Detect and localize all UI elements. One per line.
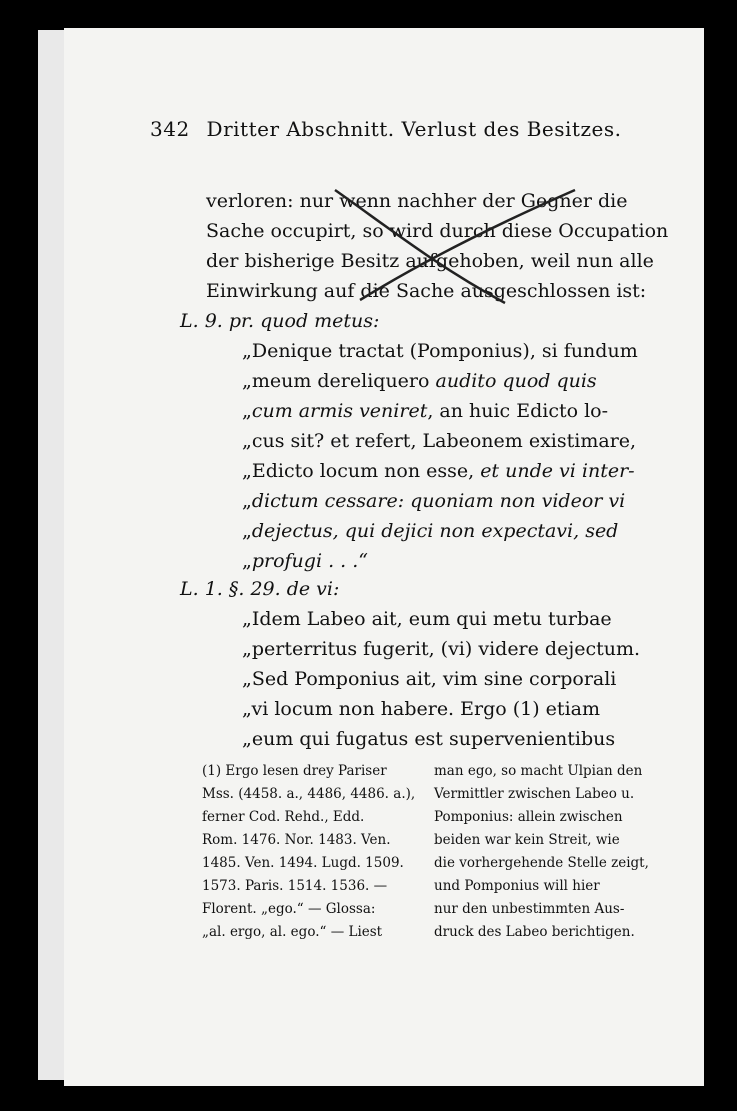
quote-line: „cus sit? et refert, Labeonem existimare,: [242, 430, 637, 452]
footnote-line: man ego, so macht Ulpian den: [434, 763, 643, 779]
footnote-line: die vorhergehende Stelle zeigt,: [434, 855, 649, 871]
body-line: Einwirkung auf die Sache ausgeschlossen ist:: [206, 280, 647, 302]
citation-ref: L. 1. §. 29. de vi:: [180, 578, 340, 600]
quote-line: „vi locum non habere. Ergo (1) etiam: [242, 698, 600, 720]
body-line: verloren: nur wenn nachher der Gegner die: [206, 190, 628, 212]
footnote-line: Mss. (4458. a., 4486, 4486. a.),: [202, 786, 416, 802]
quote-line: „Sed Pomponius ait, vim sine corporali: [242, 668, 617, 690]
quote-line: „meum dereliquero audito quod quis: [242, 370, 597, 392]
quote-line: „Idem Labeo ait, eum qui metu turbae: [242, 608, 612, 630]
quote-line: „profugi . . .“: [242, 550, 368, 572]
quote-line: „perterritus fugerit, (vi) videre dejectum.: [242, 638, 641, 660]
citation-ref: L. 9. pr. quod metus:: [180, 310, 380, 332]
footnote-line: Rom. 1476. Nor. 1483. Ven.: [202, 832, 391, 848]
footnote-line: beiden war kein Streit, wie: [434, 832, 620, 848]
footnote-line: nur den unbestimmten Aus-: [434, 901, 625, 917]
footnote-line: Florent. „ego.“ — Glossa:: [202, 901, 376, 917]
footnote-line: 1573. Paris. 1514. 1536. —: [202, 878, 388, 894]
quote-line: „dejectus, qui dejici non expectavi, sed: [242, 520, 619, 542]
footnote-line: ferner Cod. Rehd., Edd.: [202, 809, 365, 825]
quote-line: „Edicto locum non esse, et unde vi inter-: [242, 460, 635, 482]
running-title: Dritter Abschnitt. Verlust des Besitzes.: [206, 117, 622, 141]
footnote-line: druck des Labeo berichtigen.: [434, 924, 635, 940]
footnote-line: Vermittler zwischen Labeo u.: [434, 786, 635, 802]
footnote-line: (1) Ergo lesen drey Pariser: [202, 763, 387, 779]
footnote-line: Pomponius: allein zwischen: [434, 809, 623, 825]
footnote-line: 1485. Ven. 1494. Lugd. 1509.: [202, 855, 404, 871]
footnote-line: „al. ergo, al. ego.“ — Liest: [202, 924, 383, 940]
footnote-line: und Pomponius will hier: [434, 878, 600, 894]
body-line: Sache occupirt, so wird durch diese Occupation: [206, 220, 669, 242]
running-header: [150, 118, 621, 140]
quote-line: „Denique tractat (Pomponius), si fundum: [242, 340, 638, 362]
page-number: 342: [150, 117, 190, 141]
handwritten-cross-out: [265, 185, 605, 305]
quote-line: „dictum cessare: quoniam non videor vi: [242, 490, 626, 512]
body-line: der bisherige Besitz aufgehoben, weil nun alle: [206, 250, 654, 272]
quote-line: „eum qui fugatus est supervenientibus: [242, 728, 616, 750]
quote-line: „cum armis veniret, an huic Edicto lo-: [242, 400, 609, 422]
